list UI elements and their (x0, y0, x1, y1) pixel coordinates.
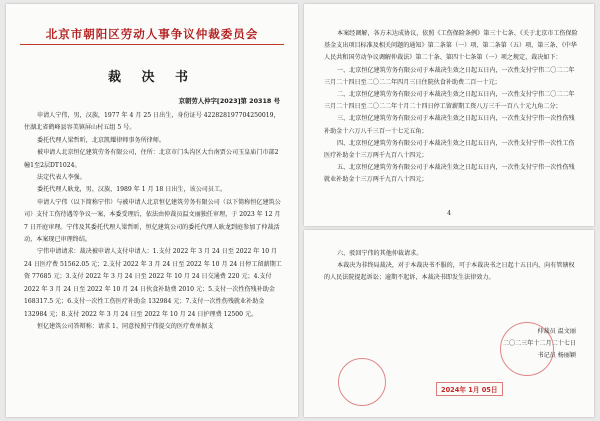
header-divider (20, 44, 284, 45)
page-number: 4 (447, 210, 451, 217)
arbitrator-name: 温文丽 (557, 328, 576, 335)
paragraph: 三、北京恒亿建筑劳务有限公司于本裁决生效之日起五日内，一次性支付宁伟一次性伤残补助金十六万八千三百一十七元五角； (324, 115, 575, 135)
paragraph: 五、北京恒亿建筑劳务有限公司于本裁决生效之日起五日内，一次性支付宁伟一次性伤残就业补助金十三万两千九百八十四元； (324, 164, 575, 184)
paragraph: 委托代理人梁哲昕，北京凯耀律师事务所律师。 (37, 136, 165, 144)
paragraph: 四、北京恒亿建筑劳务有限公司于本裁决生效之日起五日内，一次性支付宁伟一次性工伤医疗补助金十三万两千九百八十四元； (324, 139, 575, 160)
paragraph: 本案经调解，各方未达成协议，依照《工伤保险条例》第三十七条、《关于北京市工伤保险基金支出项目标准及相关问题的通知》第二条第（一）项、第二条第（五）项、第三条、《中华人民共和国劳动争议调解仲裁法》第二十条、第四十七条第（一）项之规定，裁决如下： (324, 30, 578, 62)
document-page-5 (304, 230, 594, 417)
clerk-name: 杨丽颖 (557, 352, 576, 359)
sign-date: 二〇二三年十二月二十七日 (502, 340, 576, 347)
document-page-4 (304, 4, 594, 226)
received-date-stamp: 2024年 1月 05日 (436, 382, 503, 396)
case-number: 京朝劳人仲字[2023]第 20318 号 (178, 97, 280, 105)
document-body (24, 110, 284, 333)
paragraph: 委托代理人耿龙，男，汉族，1989 年 1 月 18 日出生，该公司员工。 (37, 186, 227, 194)
document-page-1 (6, 4, 298, 417)
paragraph: 法定代表人李强。 (37, 174, 86, 182)
ruling-body-continued (324, 248, 578, 285)
paragraph: 被申请人北京恒亿建筑劳务有限公司，住所：北京市门头沟区大台南贾公司玉皇庙门市部2幢1至2层DT1024。 (24, 149, 279, 169)
signature-block (503, 326, 576, 362)
clerk-role: 书记员 (537, 352, 556, 359)
official-seal-icon (338, 358, 386, 406)
arbitrator-role: 仲裁员 (537, 328, 556, 335)
paragraph: 本裁决为非终局裁决，对于本裁决书不服的，可于本裁决书之日起十五日内，向有管辖权的人民法院提起诉讼；逾期不起诉，本裁决书即发生法律效力。 (324, 262, 575, 282)
paragraph: 一、北京恒亿建筑劳务有限公司于本裁决生效之日起五日内，一次性支付宁伟二〇二二年三月二十四日至二〇二二年四月三日住院伙食补助费二百一十元； (324, 66, 575, 86)
paragraph: 二、北京恒亿建筑劳务有限公司于本裁决生效之日起五日内，一次性支付宁伟二〇二二年三月二十四日至二〇二二年十月二十四日停工留薪期工资八万三千一百八十元九角二分； (324, 91, 575, 111)
issuer-header: 北京市朝阳区劳动人事争议仲裁委员会 (45, 27, 259, 41)
paragraph: 申请人宁伟，男，汉族，1977 年 4 月 25 日出生，身份证号 422828197704250019，住湖北省鹤峰县容美镇屏山村五组 5 号。 (24, 112, 280, 132)
paragraph: 恒亿建筑公司答辩称：请求 1、同意按照宁伟提交的医疗费单据支 (37, 322, 214, 330)
paragraph: 申请人宁伟（以下简称宁伟）与被申请人北京恒亿建筑劳务有限公司（以下简称恒亿建筑公司）支付工伤待遇等争议一案，本委受理后，依法由仲裁员温文丽独任审理，于 2023 年 12 月 7 日开庭审理。宁伟及其委托代理人梁哲昕，恒亿建筑公司的委托代理人耿龙到庭参加了仲裁活动，本案现已审理终结。 (24, 198, 281, 244)
document-title: 裁 决 书 (107, 70, 197, 85)
paragraph: 宁伟申请请求：裁决被申请人支付申请人：1.支付 2022 年 3 月 24 日至 2022 年 10 月 24 日医疗费 51562.05 元；2.支付 2022 年 3 月 24 日至 2022 年 10 月 24 日停工留薪期工资 77685 元；3.支付 2022 年 3 月 24 日至 2022 年 10 月 24 日交通费 220 元；4.支付 2022 年 3 月 24 日至 2022 年 10 月 24 日伙食补助费 2010 元；5.支付一次性伤残补助金 168317.5 元；6.支付一次性工伤医疗补助金 132984 元；7.支付一次性伤残就业补助金 132984 元；8.支付 2022 年 3 月 24 日至 2022 年 10 月 24 日护理费 12500 元。 (24, 248, 282, 318)
paragraph: 六、驳回宁伟的其他仲裁请求。 (337, 250, 423, 257)
ruling-body (324, 28, 578, 187)
